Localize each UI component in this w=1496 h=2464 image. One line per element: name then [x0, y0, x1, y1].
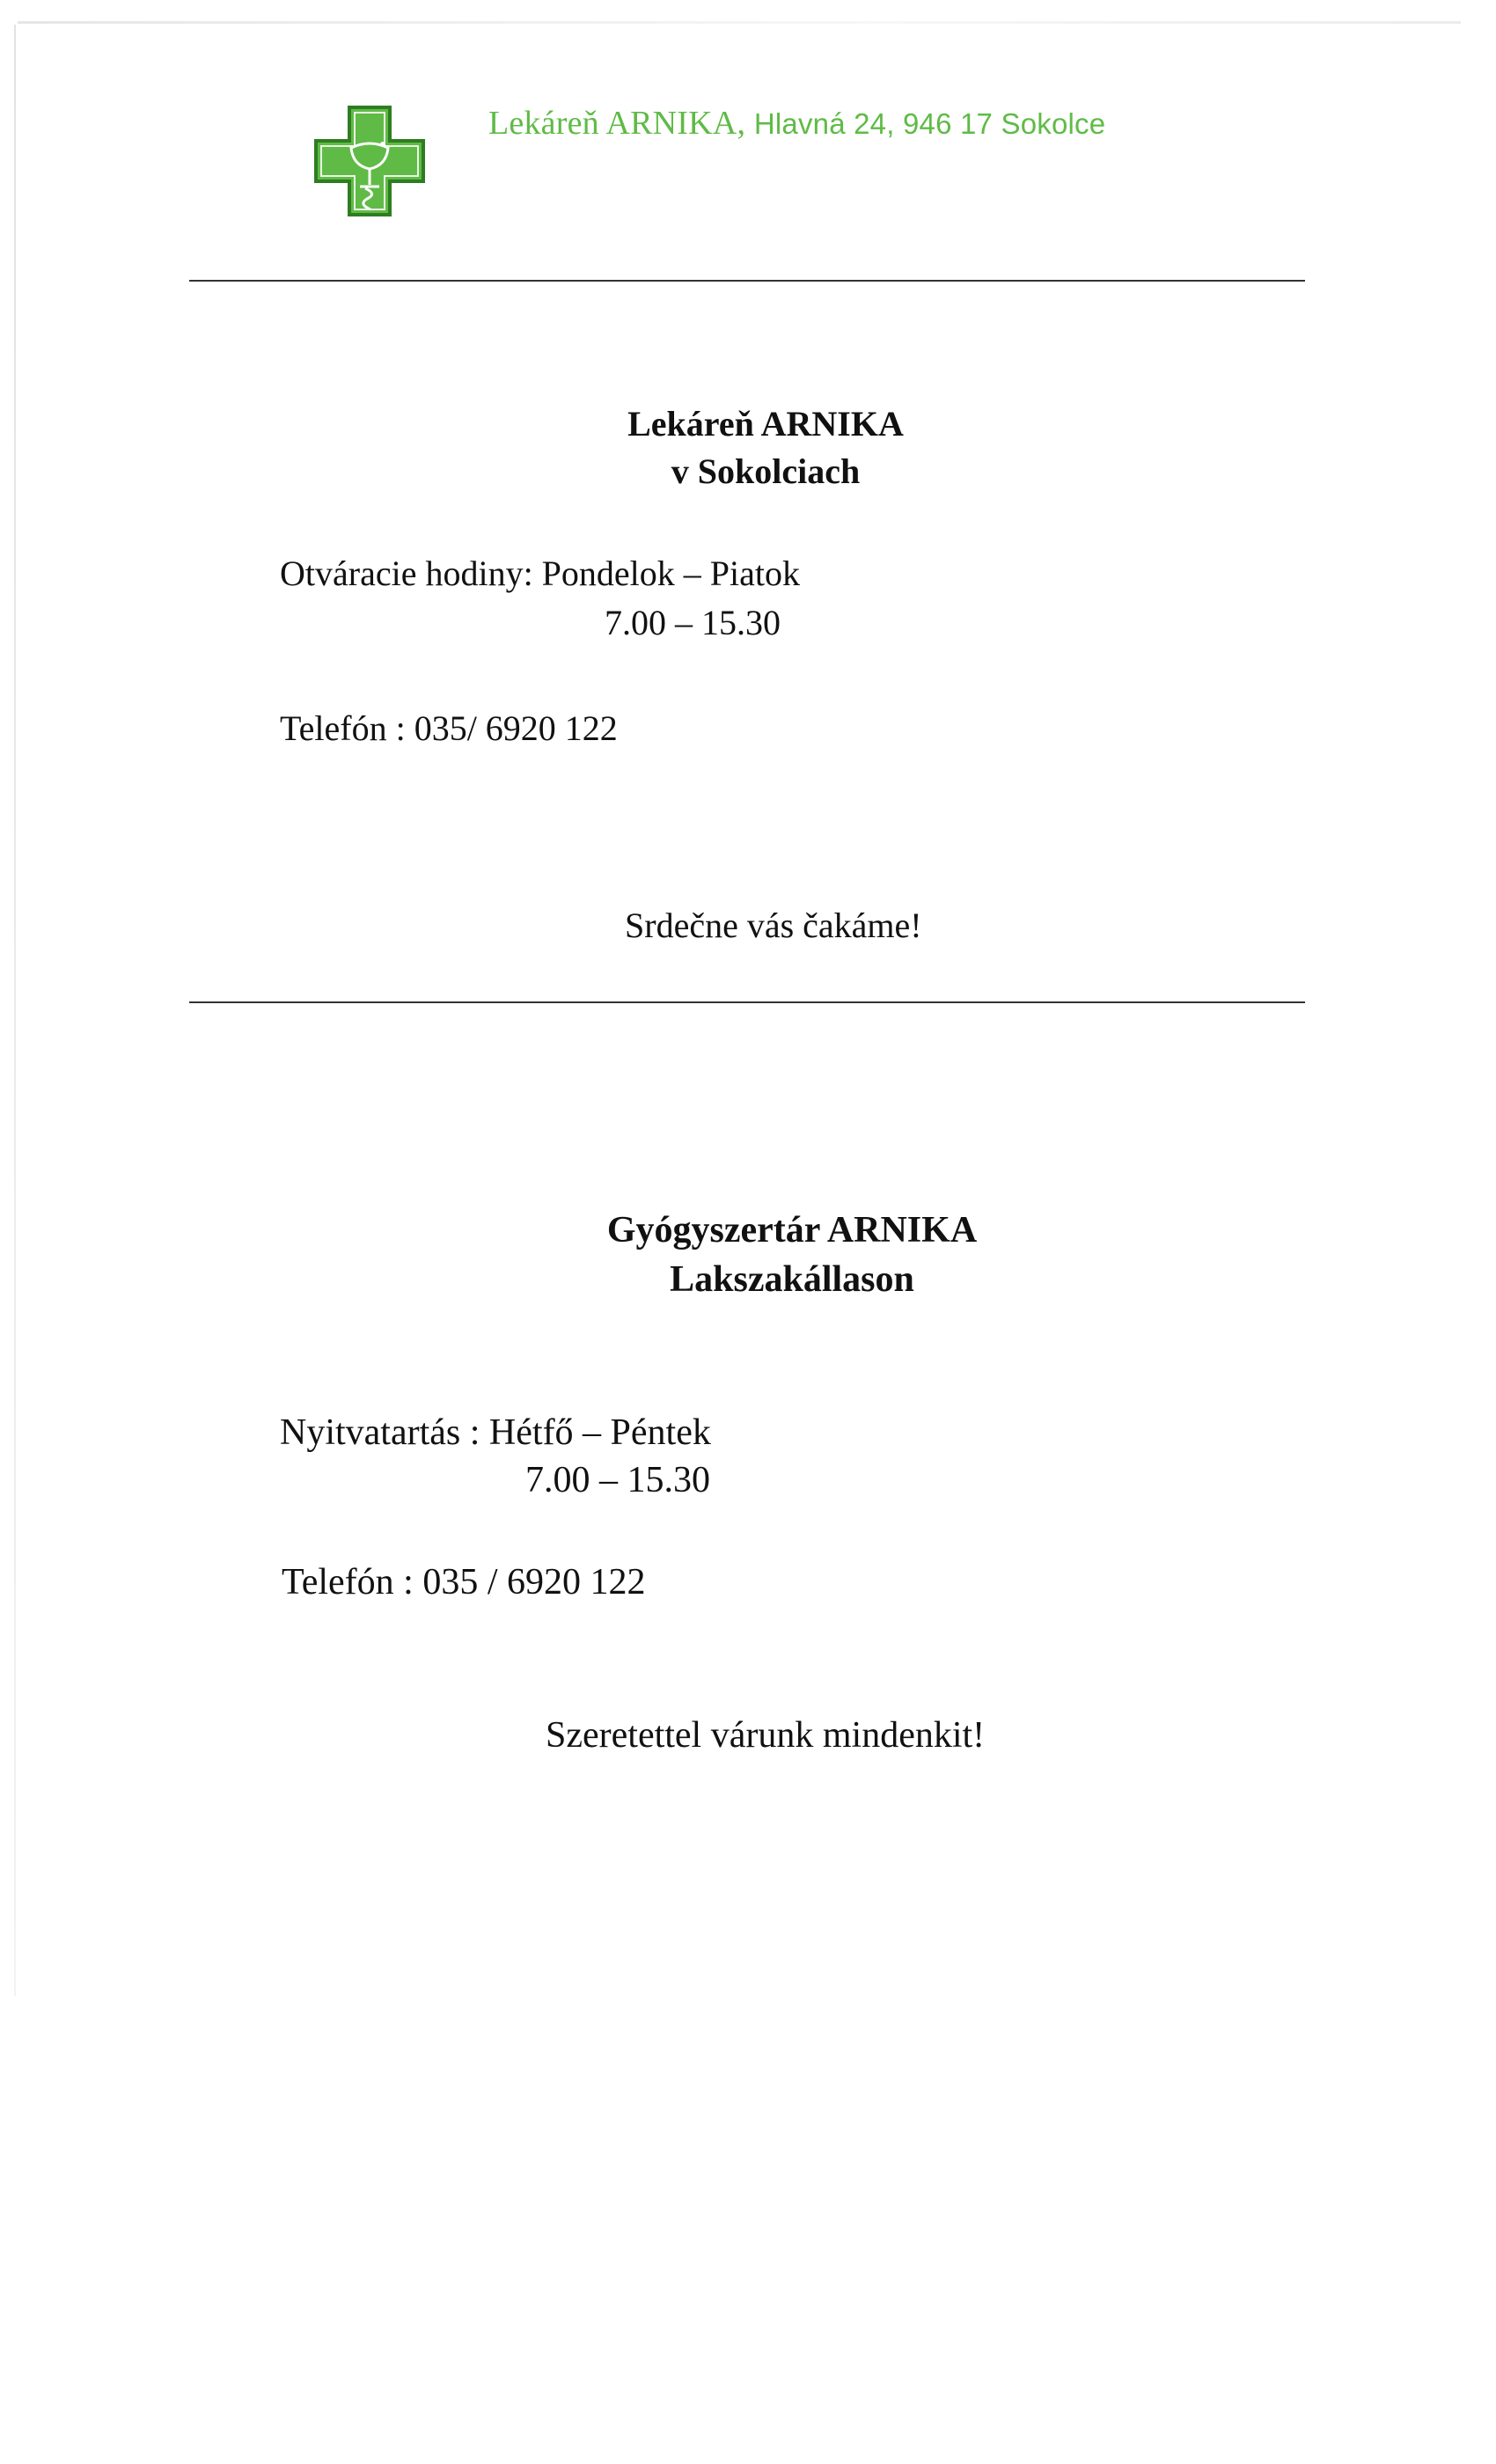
scan-top-edge: [18, 21, 1461, 24]
hungarian-hours-time: 7.00 – 15.30: [525, 1460, 710, 1500]
letterhead: [488, 104, 1105, 143]
letterhead-address: Hlavná 24, 946 17 Sokolce: [753, 107, 1106, 140]
pharmacy-cross-icon: [312, 104, 427, 218]
hungarian-greeting: Szeretettel várunk mindenkit!: [546, 1715, 986, 1756]
hungarian-title: Gyógyszertár ARNIKA: [606, 1210, 978, 1250]
slovak-greeting: Srdečne vás čakáme!: [625, 906, 922, 945]
divider-middle: [189, 1001, 1305, 1003]
hungarian-hours-label: Nyitvatartás : Hétfő – Péntek: [280, 1412, 711, 1453]
slovak-phone: Telefón : 035/ 6920 122: [280, 708, 618, 748]
slovak-title: Lekáreň ARNIKA: [627, 404, 904, 444]
hungarian-subtitle: Lakszakállason: [670, 1259, 914, 1300]
hungarian-phone: Telefón : 035 / 6920 122: [282, 1562, 646, 1602]
slovak-subtitle: v Sokolciach: [671, 451, 861, 491]
scan-edge: [14, 25, 16, 1996]
slovak-hours-time: 7.00 – 15.30: [605, 603, 781, 642]
letterhead-org-name: Lekáreň ARNIKA,: [488, 105, 746, 142]
divider-top: [189, 280, 1305, 282]
slovak-hours-label: Otváracie hodiny: Pondelok – Piatok: [280, 554, 801, 593]
